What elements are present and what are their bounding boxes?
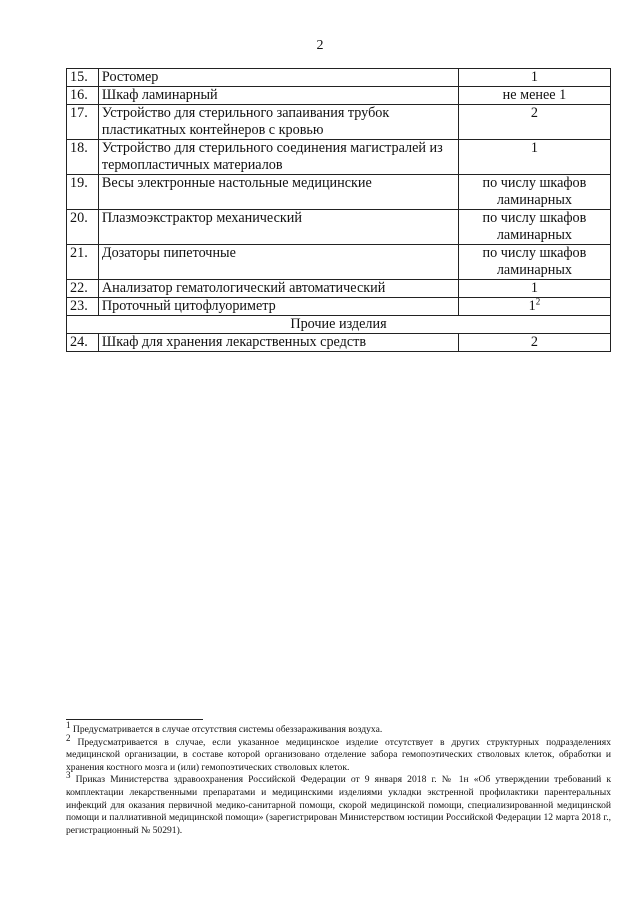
item-name: Устройство для стерильного соединения магистралей из термопластичных материалов xyxy=(98,140,458,175)
item-quantity: по числу шкафов ламинарных xyxy=(458,175,610,210)
row-number: 20. xyxy=(67,210,99,245)
item-quantity: не менее 1 xyxy=(458,87,610,105)
footnote-text: Предусматривается в случае отсутствия системы обеззараживания воздуха. xyxy=(72,724,383,735)
item-name: Ростомер xyxy=(98,69,458,87)
item-quantity: 2 xyxy=(458,334,610,352)
item-name: Шкаф для хранения лекарственных средств xyxy=(98,334,458,352)
item-quantity: 1 xyxy=(458,69,610,87)
footnote-separator xyxy=(66,719,203,720)
row-number: 17. xyxy=(67,105,99,140)
table-row xyxy=(67,87,611,105)
item-name: Плазмоэкстрактор механический xyxy=(98,210,458,245)
footnote xyxy=(66,719,611,737)
item-name: Дозаторы пипеточные xyxy=(98,245,458,280)
footnote xyxy=(66,770,612,837)
item-quantity xyxy=(458,298,610,316)
item-quantity: 2 xyxy=(458,105,610,140)
table-row xyxy=(67,298,611,316)
table-row xyxy=(67,280,611,298)
item-name: Весы электронные настольные медицинские xyxy=(98,175,458,210)
table-row xyxy=(67,334,611,352)
row-number: 22. xyxy=(67,280,99,298)
item-quantity: 1 xyxy=(458,140,610,175)
table-row xyxy=(67,140,611,175)
equipment-table xyxy=(66,68,611,352)
footnote-mark: 1 xyxy=(66,719,71,730)
row-number: 15. xyxy=(67,69,99,87)
section-row xyxy=(67,316,611,334)
table-row xyxy=(67,69,611,87)
item-name: Шкаф ламинарный xyxy=(98,87,458,105)
footnote-mark: 3 xyxy=(66,770,71,781)
table-row xyxy=(67,245,611,280)
page-number: 2 xyxy=(316,38,324,53)
row-number: 19. xyxy=(67,175,99,210)
row-number: 16. xyxy=(67,87,99,105)
item-name: Проточный цитофлуориметр xyxy=(98,298,458,316)
item-quantity-value: 1 xyxy=(528,298,536,314)
item-name: Устройство для стерильного запаивания трубок пластикатных контейнеров с кровью xyxy=(98,105,458,140)
footnote-mark: 2 xyxy=(66,732,71,743)
table-row xyxy=(67,210,611,245)
table-row xyxy=(67,105,611,140)
item-quantity: по числу шкафов ламинарных xyxy=(458,245,610,280)
footnote-ref: 2 xyxy=(535,296,541,307)
table-row xyxy=(67,175,611,210)
footnote xyxy=(66,732,611,775)
row-number: 24. xyxy=(67,334,99,352)
row-number: 23. xyxy=(67,298,99,316)
item-quantity: 1 xyxy=(458,280,610,298)
footnote-text: Приказ Министерства здравоохранения Российской Федерации от 9 января 2018 г. № 1н «Об утверждении требований к комплектации лекарственными препаратами и медицинскими изделиями укладки экстренной профилактики парентеральных инфекций для оказания первичной медико-санитарной помощи, скорой медицинской помощи, специализированной медицинской помощи и паллиативной медицинской помощи» (зарегистрирован Министерством юстиции Российской Федерации 12 марта 2018 г., регистрационный № 50291). xyxy=(66,774,612,836)
item-quantity: по числу шкафов ламинарных xyxy=(458,210,610,245)
row-number: 21. xyxy=(67,245,99,280)
footnotes xyxy=(66,719,612,837)
footnote-text: Предусматривается в случае, если указанное медицинское изделие отсутствует в других структурных подразделениях медицинской организации, в составе которой организовано отделение забора гемопоэтических стволовых клеток, обработки и хранения костного мозга и (или) гемопоэтических стволовых клеток. xyxy=(66,736,611,773)
item-name: Анализатор гематологический автоматический xyxy=(98,280,458,298)
section-title: Прочие изделия xyxy=(67,316,611,334)
row-number: 18. xyxy=(67,140,99,175)
